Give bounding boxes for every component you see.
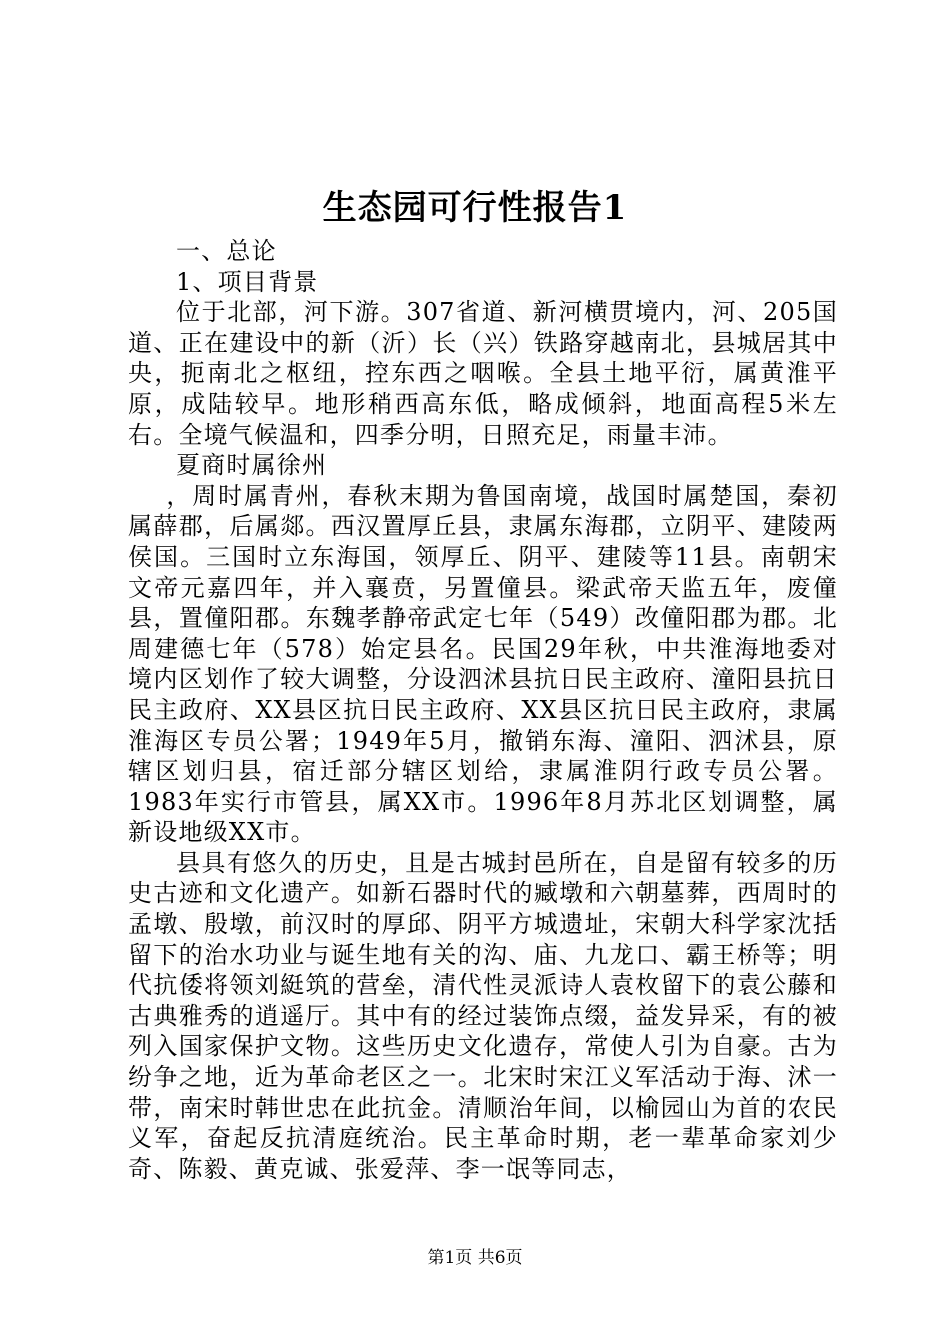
paragraph-xia-shang: 夏商时属徐州 — [176, 451, 328, 480]
paragraph-history: ，周时属青州，春秋末期为鲁国南境，战国时属楚国，秦初属薛郡，后属郯。西汉置厚丘县，隶属东海郡，立阴平、建陵两侯国。三国时立东海国，领厚丘、阴平、建陵等11县。南朝宋文帝元嘉四年，并入襄贲，另置僮县。梁武帝天监五年，废僮县，置僮阳郡。东魏孝静帝武定七年（549）改僮阳郡为郡。北周建德七年（578）始定县名。民国29年秋，中共淮海地委对境内区划作了较大调整，分设泗沭县抗日民主政府、潼阳县抗日民主政府、XX县区抗日民主政府、XX县区抗日民主政府，隶属淮海区专员公署；1949年5月，撤销东海、潼阳、泗沭县，原辖区划归县，宿迁部分辖区划给，隶属淮阴行政专员公署。1983年实行市管县，属XX市。1996年8月苏北区划调整，属新设地级XX市。 — [128, 481, 838, 847]
document-title: 生态园可行性报告1 — [322, 188, 628, 228]
section-heading-project-background: 1、项目背景 — [176, 267, 319, 296]
document-body — [128, 236, 838, 1184]
paragraph-location: 位于北部，河下游。307省道、新河横贯境内，河、205国道、正在建设中的新（沂）长（兴）铁路穿越南北，县城居其中央，扼南北之枢纽，控东西之咽喉。全县土地平衍，属黄淮平原，成陆较早。地形稍西高东低，略成倾斜，地面高程5米左右。全境气候温和，四季分明，日照充足，雨量丰沛。 — [128, 298, 838, 449]
page-footer: 第1页 共6页 — [427, 1248, 523, 1268]
section-heading-overview: 一、总论 — [176, 237, 277, 265]
paragraph-heritage: 县具有悠久的历史，且是古城封邑所在，自是留有较多的历史古迹和文化遗产。如新石器时代的臧墩和六朝墓葬，西周时的孟墩、殷墩，前汉时的厚邱、阴平方城遗址，宋朝大科学家沈括留下的治水功业与诞生地有关的沟、庙、九龙口、霸王桥等；明代抗倭将领刘綎筑的营垒，清代性灵派诗人袁枚留下的袁公藤和古典雅秀的逍遥厅。其中有的经过装饰点缀，益发异采，有的被列入国家保护文物。这些历史文化遗存，常使人引为自豪。古为纷争之地，近为革命老区之一。北宋时宋江义军活动于海、沭一带，南宋时韩世忠在此抗金。清顺治年间，以榆园山为首的农民义军，奋起反抗清庭统治。民主革命时期，老一辈革命家刘少奇、陈毅、黄克诚、张爱萍、李一氓等同志， — [128, 848, 838, 1183]
